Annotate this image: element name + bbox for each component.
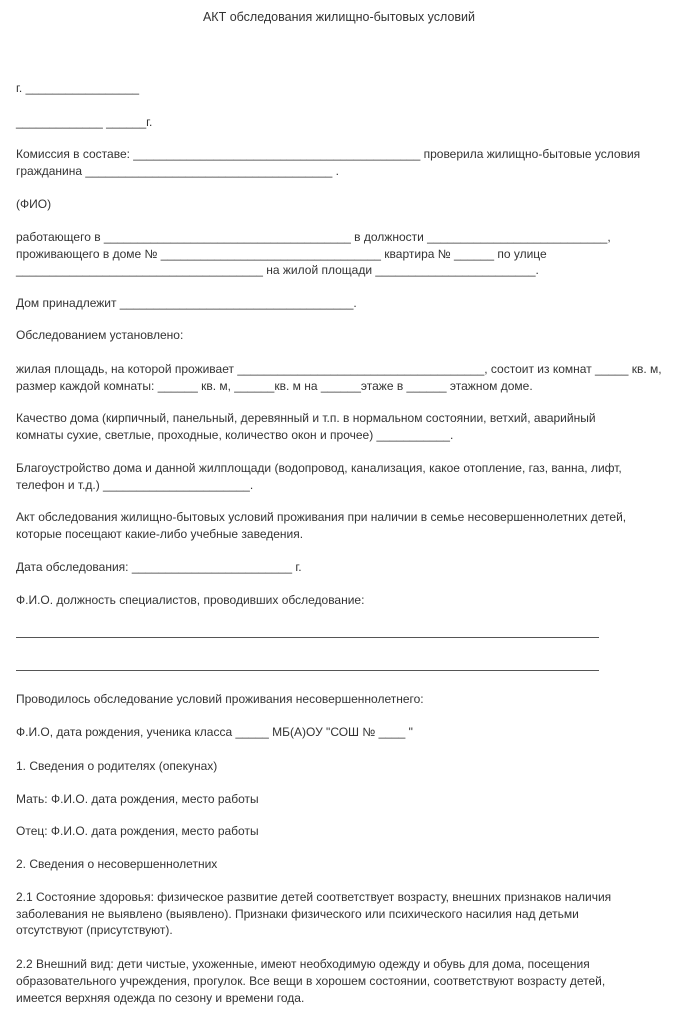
health-line-1: 2.1 Состояние здоровья: физическое развитие детей соответствует возрасту, внешних признаков наличия: [16, 890, 612, 904]
document-title: АКТ обследования жилищно-бытовых условий: [202, 10, 476, 24]
student-line: Ф.И.О, дата рождения, ученика класса _____ МБ(А)ОУ "СОШ № ____ ": [16, 725, 413, 739]
minors-heading: 2. Сведения о несовершеннолетних: [16, 857, 218, 871]
look-line-2: образовательного учреждения, прогулок. Все вещи в хорошем состоянии, соответствуют возрасту детей,: [16, 974, 606, 988]
amenities-line-1: Благоустройство дома и данной жилплощади (водопровод, канализация, какое отопление, газ, ванна, лифт,: [16, 461, 622, 475]
work-line-2: проживающего в доме № _________________________________ квартира № ______ по улице: [16, 247, 547, 261]
quality-line-1: Качество дома (кирпичный, панельный, деревянный и т.п. в нормальном состоянии, ветхий, аварийный: [16, 411, 596, 425]
look-line-3: имеется верхняя одежда по сезону и времени года.: [16, 991, 305, 1005]
mother-line: Мать: Ф.И.О. дата рождения, место работы: [16, 792, 259, 806]
father-line: Отец: Ф.И.О. дата рождения, место работы: [16, 824, 259, 838]
act-line-2: которые посещают какие-либо учебные заведения.: [16, 527, 304, 541]
work-line-1: работающего в _____________________________________ в должности ___________________________,: [16, 230, 611, 244]
exam-date-line: Дата обследования: ________________________ г.: [16, 560, 302, 574]
parents-heading: 1. Сведения о родителях (опекунах): [16, 759, 218, 773]
commission-line-1: Комиссия в составе: ___________________________________________ проверила жилищно-бытовые условия: [16, 147, 641, 161]
signature-rule-2: [16, 670, 599, 671]
quality-line-2: комнаты сухие, светлые, проходные, количество окон и прочее) ___________.: [16, 428, 454, 442]
commission-line-2: гражданина _____________________________________ .: [16, 164, 339, 178]
found-heading: Обследованием установлено:: [16, 328, 184, 342]
living-line-2: размер каждой комнаты: ______ кв. м, ______кв. м на ______этаже в ______ этажном доме.: [16, 379, 533, 393]
specialists-line: Ф.И.О. должность специалистов, проводивших обследование:: [16, 593, 365, 607]
city-line: г. _________________: [16, 81, 140, 95]
health-line-3: отсутствуют (присутствуют).: [16, 923, 173, 937]
house-owner-line: Дом принадлежит ___________________________________.: [16, 296, 357, 310]
health-line-2: заболевания не выявлено (выявлено). Признаки физического или психического насилия над детьми: [16, 907, 579, 921]
fio-label: (ФИО): [16, 197, 52, 211]
minor-exam-line: Проводилось обследование условий проживания несовершеннолетнего:: [16, 692, 424, 706]
work-line-3: _____________________________________ на жилой площади ________________________.: [16, 263, 539, 277]
act-line-1: Акт обследования жилищно-бытовых условий проживания при наличии в семье несовершеннолетних детей,: [16, 510, 627, 524]
amenities-line-2: телефон и т.д.) ______________________.: [16, 478, 254, 492]
look-line-1: 2.2 Внешний вид: дети чистые, ухоженные, имеют необходимую одежду и обувь для дома, посещения: [16, 957, 590, 971]
date-line: _____________ ______г.: [16, 115, 153, 129]
living-line-1: жилая площадь, на которой проживает _____________________________________, состоит из комнат _____ кв. м,: [16, 362, 662, 376]
signature-rule-1: [16, 637, 599, 638]
